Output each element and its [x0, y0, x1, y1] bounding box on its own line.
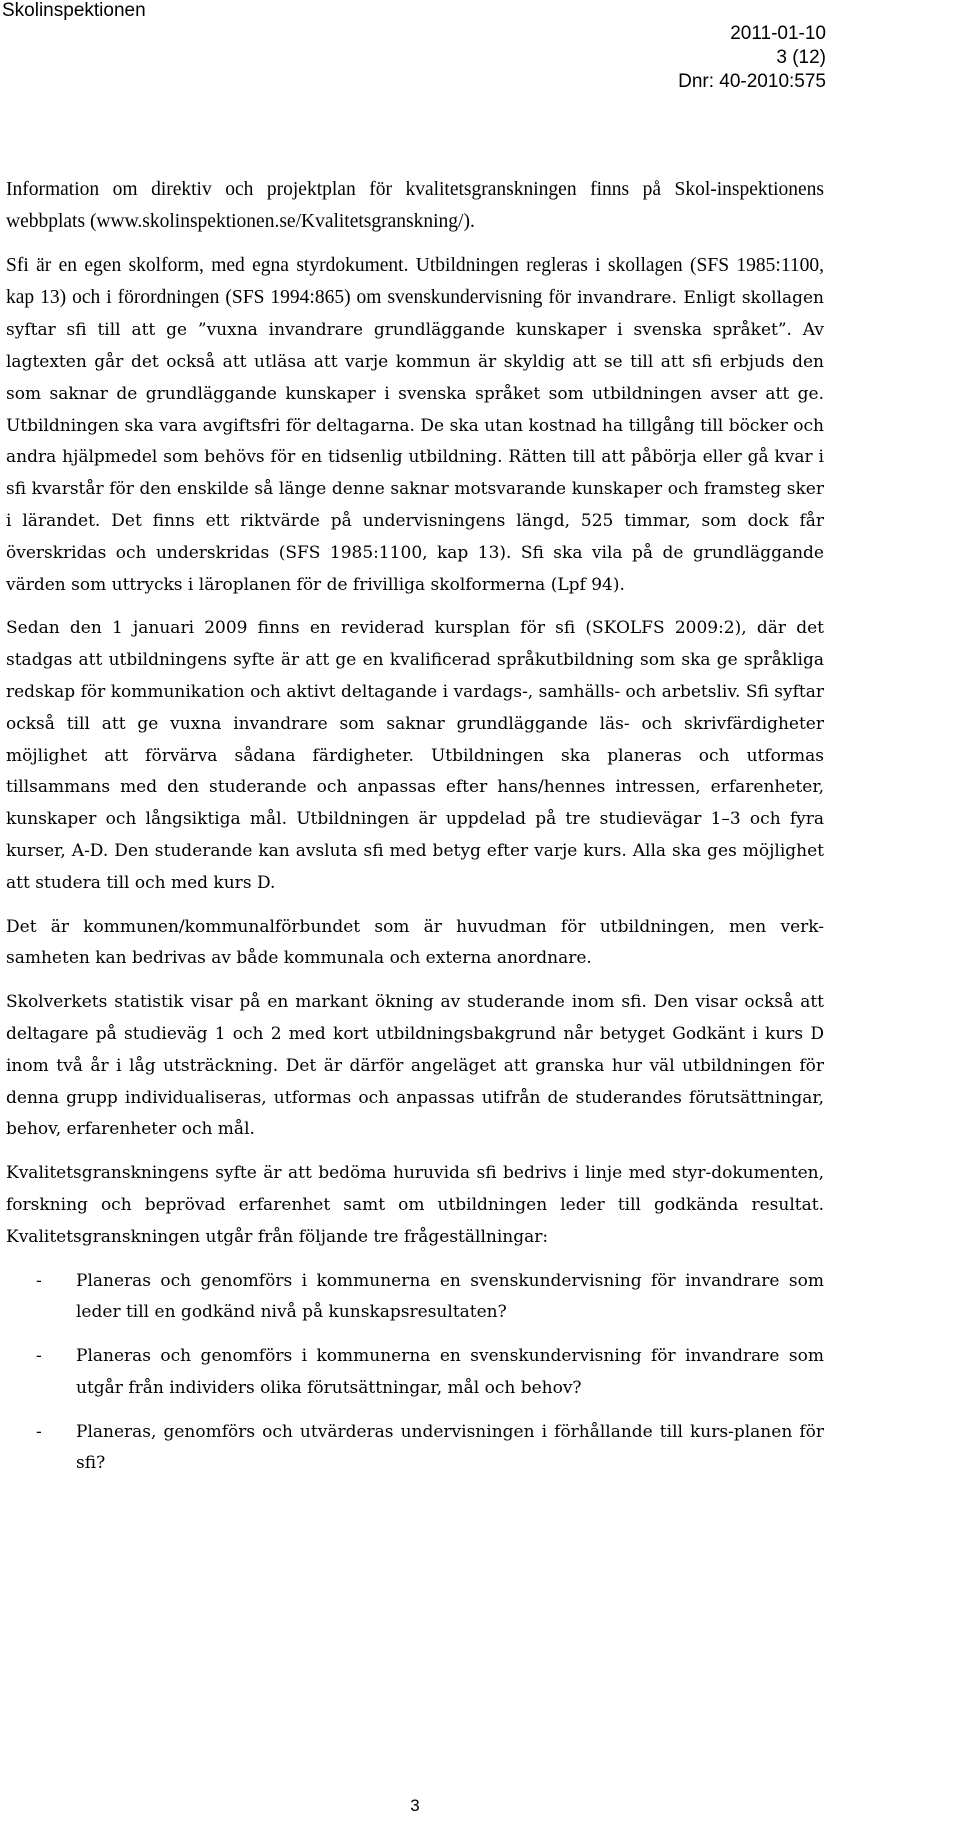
paragraph-info: Information om direktiv och projektplan för kvalitetsgranskningen finns på Skol-inspektionens webbplats (www.skolinspektionen.se/Kvalitetsgranskning/).: [6, 179, 824, 232]
paragraph-kursplan: Sedan den 1 januari 2009 finns en reviderad kursplan för sfi (SKOLFS 2009:2), där det stadgas att utbildningens syfte är att ge en kvalificerad språkutbildning som ska ge språkliga redskap för kommunikation och aktivt deltagande i vardags-, samhälls- och arbetsliv. Sfi syftar också till att ge vuxna invandrare som saknar grundläggande läs- och skrivfärdigheter möjlighet att förvärva sådana färdigheter. Utbildningen ska planeras och utformas tillsammans med den studerande och anpassas efter hans/hennes intressen, erfarenheter, kunskaper och långsiktiga mål. Utbildningen är uppdelad på tre studievägar 1–3 och fyra kurser, A-D. Den studerande kan avsluta sfi med betyg efter varje kurs. Alla ska ges möjlighet att studera till och med kurs D.: [6, 618, 824, 893]
question-text: Planeras och genomförs i kommunerna en svenskundervisning för invandrare som leder till en godkänd nivå på kunskapsresultaten?: [76, 1270, 824, 1323]
bullet-dash: -: [36, 1270, 42, 1291]
paragraph-sfi: Sfi är en egen skolform, med egna styrdokument. Utbildningen regleras i skollagen (SFS 1985:1100, kap 13) och i förordningen (SFS 1994:865) om svenskundervisning för invandrare. Enligt skollagen syftar sfi till att ge ”vuxna invandrare grundläggande kunskaper i svenska språket”. Av lagtexten går det också att utläsa att varje kommun är skyldig att se till att sfi erbjuds den som saknar de grundläggande kunskaper i svenska språket som utbildningen avser att ge. Utbildningen ska vara avgiftsfri för deltagarna. De ska utan kostnad ha tillgång till böcker och andra hjälpmedel som behövs för en tidsenlig utbildning. Rätten till att påbörja eller gå kvar i sfi kvarstår för den enskilde så länge denne saknar motsvarande kunskaper och framsteg sker i lärandet. Det finns ett riktvärde på undervisningens längd, 525 timmar, som dock får överskridas och underskridas (SFS 1985:1100, kap 13). Sfi ska vila på de grundläggande värden som uttrycks i läroplanen för de frivilliga skolformerna (Lpf 94).: [6, 254, 824, 595]
header-org: Skolinspektionen: [2, 0, 146, 21]
document-body: [6, 174, 824, 1492]
paragraph-huvudman: Det är kommunen/kommunalförbundet som är huvudman för utbildningen, men verk-samheten kan bedrivas av både kommunala och externa anordnare.: [6, 916, 824, 969]
question-list: [6, 1266, 824, 1481]
list-item: [6, 1417, 824, 1481]
paragraph-statistik: Skolverkets statistik visar på en markant ökning av studerande inom sfi. Den visar också att deltagare på studieväg 1 och 2 med kort utbildningsbakgrund når betyget Godkänt i kurs D inom två år i låg utsträckning. Det är därför angeläget att granska hur väl utbildningen för denna grupp individualiseras, utformas och anpassas utifrån de studerandes förutsättningar, behov, erfarenheter och mål.: [6, 992, 824, 1140]
list-item: [6, 1266, 824, 1330]
header-page: 3 (12): [776, 47, 826, 68]
list-item: [6, 1341, 824, 1405]
header-dnr: Dnr: 40-2010:575: [678, 71, 826, 92]
question-text: Planeras, genomförs och utvärderas undervisningen i förhållande till kurs-planen för sfi?: [76, 1421, 824, 1474]
bullet-dash: -: [36, 1421, 42, 1442]
header-date: 2011-01-10: [730, 23, 826, 44]
paragraph-syfte: Kvalitetsgranskningens syfte är att bedöma huruvida sfi bedrivs i linje med styr-dokumenten, forskning och beprövad erfarenhet samt om utbildningen leder till godkända resultat. Kvalitetsgranskningen utgår från följande tre frågeställningar:: [6, 1163, 824, 1247]
page-number: 3: [410, 1796, 420, 1815]
header-meta: [678, 22, 826, 94]
question-text: Planeras och genomförs i kommunerna en svenskundervisning för invandrare som utgår från individers olika förutsättningar, mål och behov?: [76, 1346, 824, 1398]
bullet-dash: -: [36, 1346, 42, 1367]
